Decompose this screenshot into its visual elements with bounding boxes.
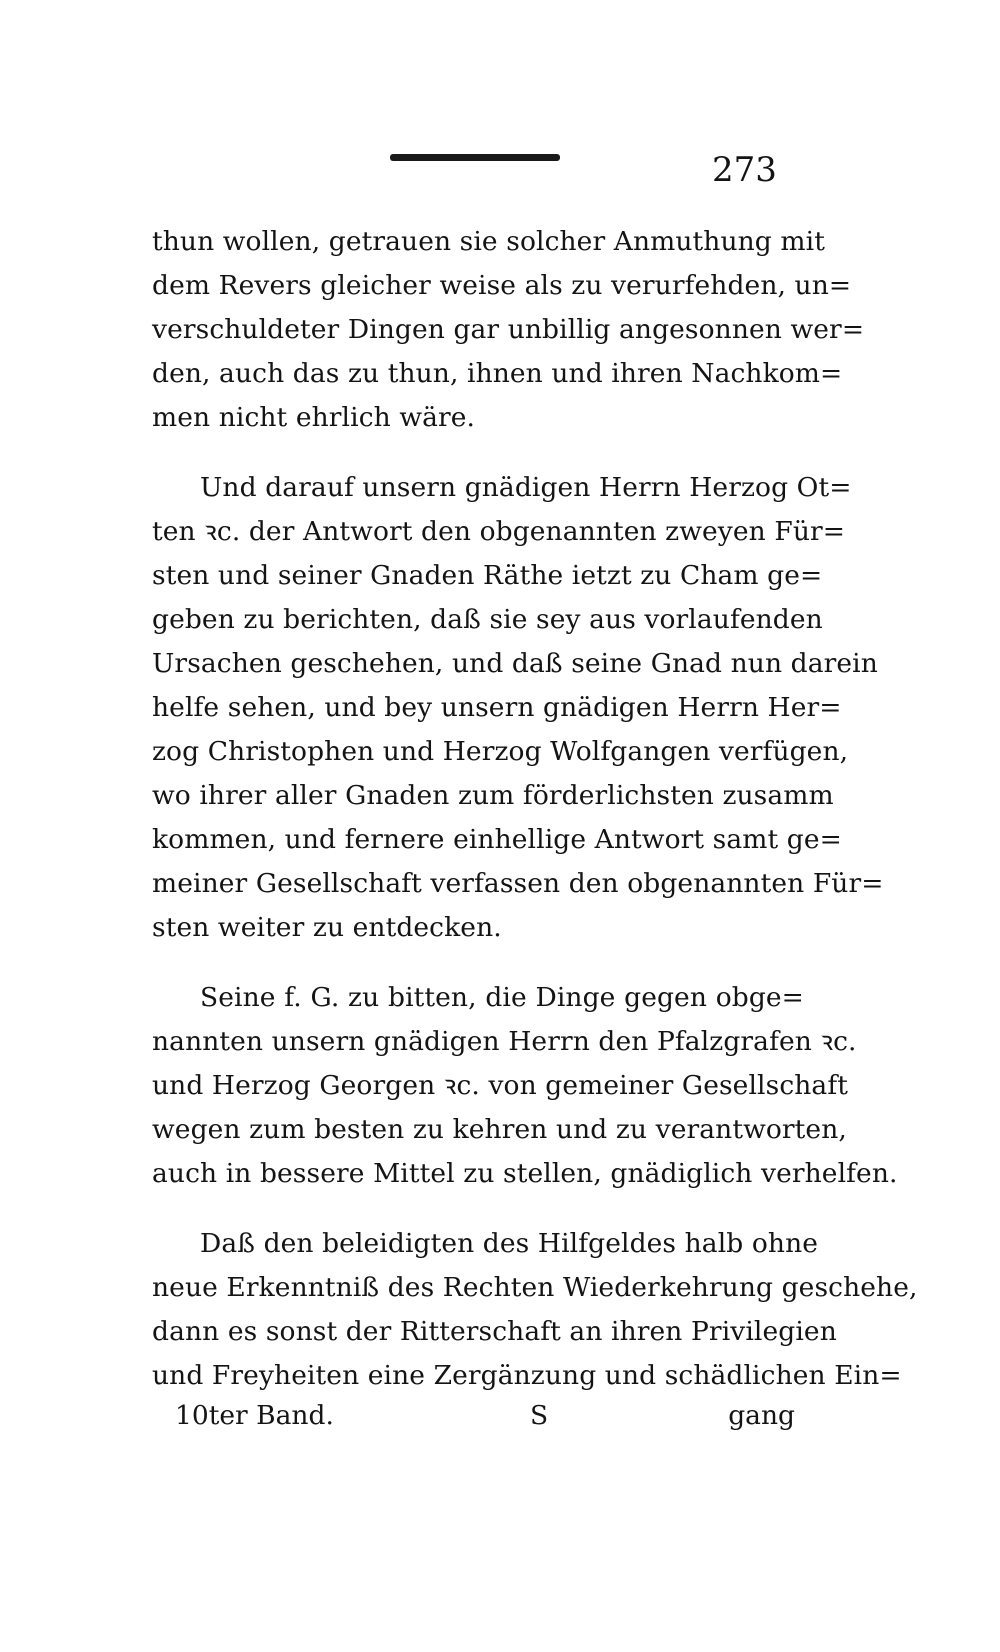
- text-line: geben zu berichten, daß sie sey aus vorlaufenden: [152, 604, 823, 635]
- text-line: zog Christophen und Herzog Wolfgangen verfügen,: [152, 736, 849, 767]
- text-line: sten und seiner Gnaden Räthe ietzt zu Cham ge=: [152, 560, 823, 591]
- page-number: 273: [712, 150, 777, 190]
- text-line: Und darauf unsern gnädigen Herrn Herzog Ot=: [200, 472, 852, 503]
- text-line: nannten unsern gnädigen Herrn den Pfalzgrafen ꝛc.: [152, 1026, 857, 1057]
- text-line: neue Erkenntniß des Rechten Wiederkehrung geschehe,: [152, 1272, 918, 1303]
- text-line: und Herzog Georgen ꝛc. von gemeiner Gesellschaft: [152, 1070, 848, 1101]
- page-footer: [175, 1394, 795, 1438]
- signature-mark: S: [530, 1400, 549, 1431]
- paragraph: [152, 466, 884, 950]
- text-line: thun wollen, getrauen sie solcher Anmuthung mit: [152, 226, 825, 257]
- volume-label: 10ter Band.: [175, 1400, 334, 1431]
- text-line: Ursachen geschehen, und daß seine Gnad nun darein: [152, 648, 878, 679]
- text-line: Daß den beleidigten des Hilfgeldes halb ohne: [200, 1228, 819, 1259]
- text-line: men nicht ehrlich wäre.: [152, 402, 476, 433]
- text-line: kommen, und fernere einhellige Antwort samt ge=: [152, 824, 842, 855]
- text-line: ten ꝛc. der Antwort den obgenannten zweyen Für=: [152, 516, 846, 547]
- text-line: dann es sonst der Ritterschaft an ihren Privilegien: [152, 1316, 837, 1347]
- paragraph: [152, 976, 898, 1196]
- body-text: [152, 220, 918, 1424]
- text-line: Seine f. G. zu bitten, die Dinge gegen obge=: [200, 982, 804, 1013]
- paragraph: [152, 220, 865, 440]
- text-line: dem Revers gleicher weise als zu verurfehden, un=: [152, 270, 852, 301]
- text-line: wo ihrer aller Gnaden zum förderlichsten zusamm: [152, 780, 834, 811]
- text-line: den, auch das zu thun, ihnen und ihren Nachkom=: [152, 358, 843, 389]
- text-line: helfe sehen, und bey unsern gnädigen Herrn Her=: [152, 692, 842, 723]
- text-line: auch in bessere Mittel zu stellen, gnädiglich verhelfen.: [152, 1158, 898, 1189]
- text-line: meiner Gesellschaft verfassen den obgenannten Für=: [152, 868, 884, 899]
- header-rule: [390, 154, 560, 161]
- text-line: verschuldeter Dingen gar unbillig angesonnen wer=: [152, 314, 865, 345]
- text-line: wegen zum besten zu kehren und zu verantworten,: [152, 1114, 847, 1145]
- paragraph: [152, 1222, 918, 1398]
- catchword: gang: [728, 1400, 795, 1431]
- text-line: und Freyheiten eine Zergänzung und schädlichen Ein=: [152, 1360, 902, 1391]
- text-line: sten weiter zu entdecken.: [152, 912, 502, 943]
